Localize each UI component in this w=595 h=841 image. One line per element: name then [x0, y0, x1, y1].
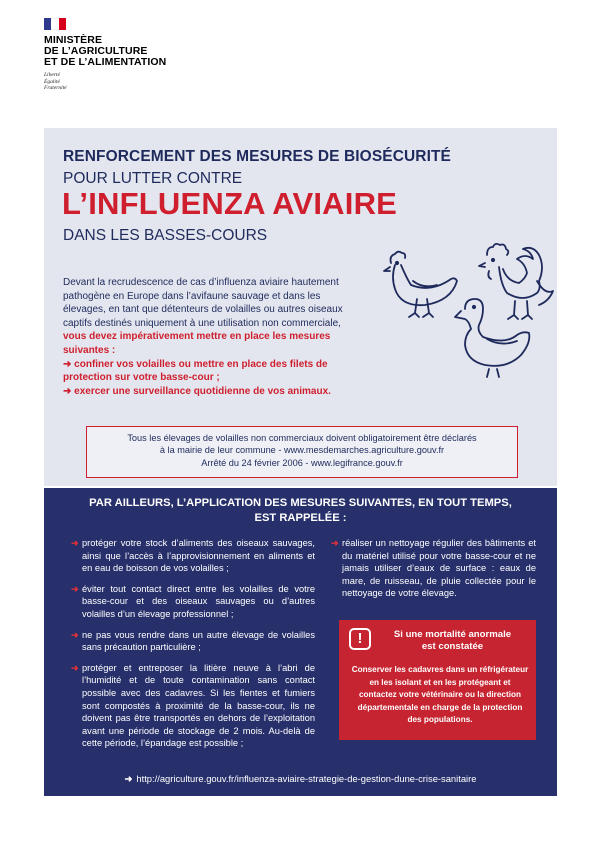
measure-item — [71, 629, 315, 654]
alert-heading-line: Si une mortalité anormale — [393, 629, 512, 640]
poultry-illustration — [377, 241, 567, 379]
measures-title-line: EST RAPPELÉE : — [254, 511, 347, 524]
intro-bullet — [63, 358, 353, 385]
motto-line: Fraternité — [44, 85, 67, 91]
declaration-notice — [86, 426, 518, 478]
headline-line2: POUR LUTTER CONTRE — [63, 170, 243, 187]
arrow-icon: ➜ — [63, 358, 75, 370]
measure-text: éviter tout contact direct entre les volailles de votre basse-cour et des oiseaux sauvages ou d’autres volailles d’un élevage professionnel ; — [82, 583, 315, 619]
mortality-alert — [339, 620, 536, 740]
notice-line: Tous les élevages de volailles non commerciaux doivent obligatoirement être déclarés — [127, 433, 477, 443]
arrow-icon: ➜ — [71, 538, 79, 548]
alert-heading-line: est constatée — [421, 641, 484, 652]
alert-heading — [375, 629, 530, 653]
ministry-name — [44, 35, 244, 68]
measures-right-column — [331, 537, 536, 608]
arrow-icon: ➜ — [71, 662, 79, 673]
intro-emphasis: vous devez impérativement mettre en place les mesures suivantes — [63, 331, 331, 356]
arrow-icon: ➜ — [71, 629, 79, 640]
notice-line: à la mairie de leur commune - www.mesdemarches.agriculture.gouv.fr — [159, 445, 445, 456]
rooster-icon — [479, 244, 553, 319]
arrow-icon: ➜ — [63, 385, 75, 397]
flag-icon — [44, 18, 66, 30]
intro-colon: : — [109, 344, 116, 356]
intro-bullet-text: confiner vos volailles ou mettre en place des filets de protection sur votre basse-cour ; — [63, 358, 328, 384]
measure-item — [71, 537, 315, 575]
arrow-icon: ➜ — [124, 773, 133, 784]
ministry-line: MINISTÈRE — [44, 34, 103, 46]
headline-line4: DANS LES BASSES-COURS — [63, 227, 268, 244]
duck-icon — [455, 299, 529, 377]
warning-icon: ! — [349, 628, 371, 650]
alert-body: Conserver les cadavres dans un réfrigérateur en les isolant et en les protégeant et contactez votre vétérinaire ou la direction départementale en charge de la protection des populations. — [351, 665, 529, 724]
arrow-icon: ➜ — [71, 583, 79, 594]
arrow-icon: ➜ — [331, 538, 339, 548]
intro-paragraph — [63, 276, 353, 398]
measure-text: protéger et entreposer la litière neuve à l’abri de l’humidité et de toute contamination sans contact possible avec des cadavres. Si les fientes et fumiers sont compostés à proximité de la basse-cour, ils ne doivent pas être transportés en dehors de l’exploitation avant une période de stockage de 2 mois. Au-delà de cette période, l’épandage est possible ; — [82, 662, 315, 749]
measure-text: ne pas vous rendre dans un autre élevage de volailles sans précaution particulière ; — [82, 629, 315, 653]
ministry-logo — [44, 18, 244, 92]
intro-text: Devant la recrudescence de cas d’influenza aviaire hautement pathogène en Europe dans l’avifaune sauvage et dans les élevages, en tant que détenteurs de volailles ou autres oiseaux captifs destinés uniquement à une utilisation non commerciale, — [63, 277, 343, 329]
measures-panel — [44, 488, 557, 796]
measure-text: réaliser un nettoyage régulier des bâtiments et du matériel utilisé pour votre basse-cour et ne jamais utiliser d’eaux de surface : eaux de mare, de ruisseau, de pluie collectée pour le nettoyage de votre élevage. — [342, 538, 536, 599]
headline-main: L’INFLUENZA AVIAIRE — [62, 186, 398, 221]
measures-left-column — [71, 537, 315, 758]
measure-item — [331, 537, 536, 600]
motto-line: Liberté — [44, 72, 60, 78]
ministry-line: ET DE L’ALIMENTATION — [44, 56, 167, 68]
intro-bullet — [63, 385, 353, 399]
hen-icon — [384, 252, 457, 317]
notice-line: Arrêté du 24 février 2006 - www.legifrance.gouv.fr — [201, 457, 403, 468]
measure-item — [71, 583, 315, 621]
measure-item — [71, 662, 315, 750]
headline-line1: RENFORCEMENT DES MESURES DE BIOSÉCURITÉ — [63, 148, 451, 165]
measure-text: protéger votre stock d’aliments des oiseaux sauvages, ainsi que l’accès à l’approvisionnement en aliments et en eau de boisson de vos volailles ; — [82, 538, 315, 574]
measures-title-line: PAR AILLEURS, L’APPLICATION DES MESURES SUIVANTES, EN TOUT TEMPS, — [89, 497, 512, 509]
info-url[interactable]: http://agriculture.gouv.fr/influenza-aviaire-strategie-de-gestion-dune-crise-sanitaire — [136, 773, 477, 784]
motto — [44, 72, 244, 92]
intro-panel — [44, 128, 557, 486]
measures-title — [44, 496, 557, 525]
info-link[interactable] — [44, 773, 557, 785]
ministry-line: DE L’AGRICULTURE — [44, 45, 148, 57]
intro-bullet-text: exercer une surveillance quotidienne de vos animaux. — [74, 385, 331, 397]
motto-line: Égalité — [44, 78, 60, 85]
